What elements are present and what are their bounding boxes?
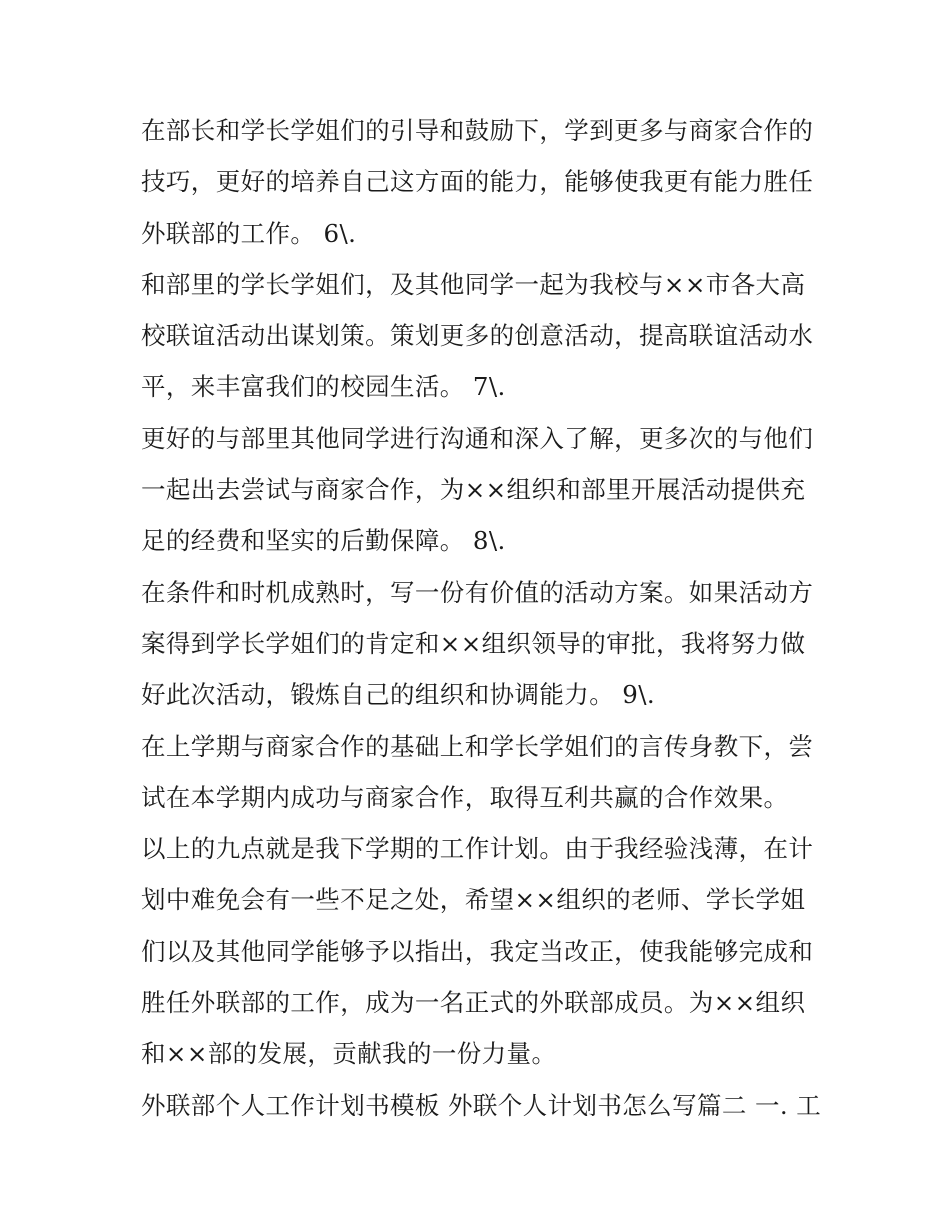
text-line-11: 案得到学长学姐们的肯定和××组织领导的审批，我将努力做 bbox=[141, 628, 806, 658]
document-body bbox=[141, 105, 821, 1131]
text-line-9: 足的经费和坚实的后勤保障。 8\. bbox=[141, 526, 506, 556]
text-line-13: 在上学期与商家合作的基础上和学长学姐们的言传身教下，尝 bbox=[141, 731, 814, 761]
text-line-6: 平，来丰富我们的校园生活。 7\. bbox=[141, 372, 506, 402]
text-line-14: 试在本学期内成功与商家合作，取得互利共赢的合作效果。 bbox=[141, 782, 789, 812]
text-line-1: 在部长和学长学姐们的引导和鼓励下，学到更多与商家合作的 bbox=[141, 116, 814, 145]
text-line-19: 和××部的发展，贡献我的一份力量。 bbox=[141, 1039, 557, 1069]
text-line-15: 以上的九点就是我下学期的工作计划。由于我经验浅薄，在计 bbox=[141, 834, 814, 864]
text-line-2: 技巧，更好的培养自己这方面的能力，能够使我更有能力胜任 bbox=[141, 167, 814, 197]
text-line-18: 胜任外联部的工作，成为一名正式的外联部成员。为××组织 bbox=[141, 988, 806, 1018]
text-line-17: 们以及其他同学能够予以指出，我定当改正，使我能够完成和 bbox=[141, 936, 814, 966]
text-line-10: 在条件和时机成熟时，写一份有价值的活动方案。如果活动方 bbox=[141, 577, 814, 607]
text-line-8: 一起出去尝试与商家合作，为××组织和部里开展活动提供充 bbox=[141, 475, 806, 505]
text-line-12: 好此次活动，锻炼自己的组织和协调能力。 9\. bbox=[141, 680, 656, 710]
text-line-3: 外联部的工作。 6\. bbox=[141, 218, 357, 248]
text-line-16: 划中难免会有一些不足之处，希望××组织的老师、学长学姐 bbox=[141, 885, 806, 915]
text-line-7: 更好的与部里其他同学进行沟通和深入了解，更多次的与他们 bbox=[141, 423, 814, 453]
text-line-20: 外联部个人工作计划书模板 外联个人计划书怎么写篇二 一. 工 bbox=[141, 1090, 822, 1120]
text-line-5: 校联谊活动出谋划策。策划更多的创意活动，提高联谊活动水 bbox=[141, 321, 814, 351]
text-line-4: 和部里的学长学姐们，及其他同学一起为我校与××市各大高 bbox=[141, 269, 806, 299]
